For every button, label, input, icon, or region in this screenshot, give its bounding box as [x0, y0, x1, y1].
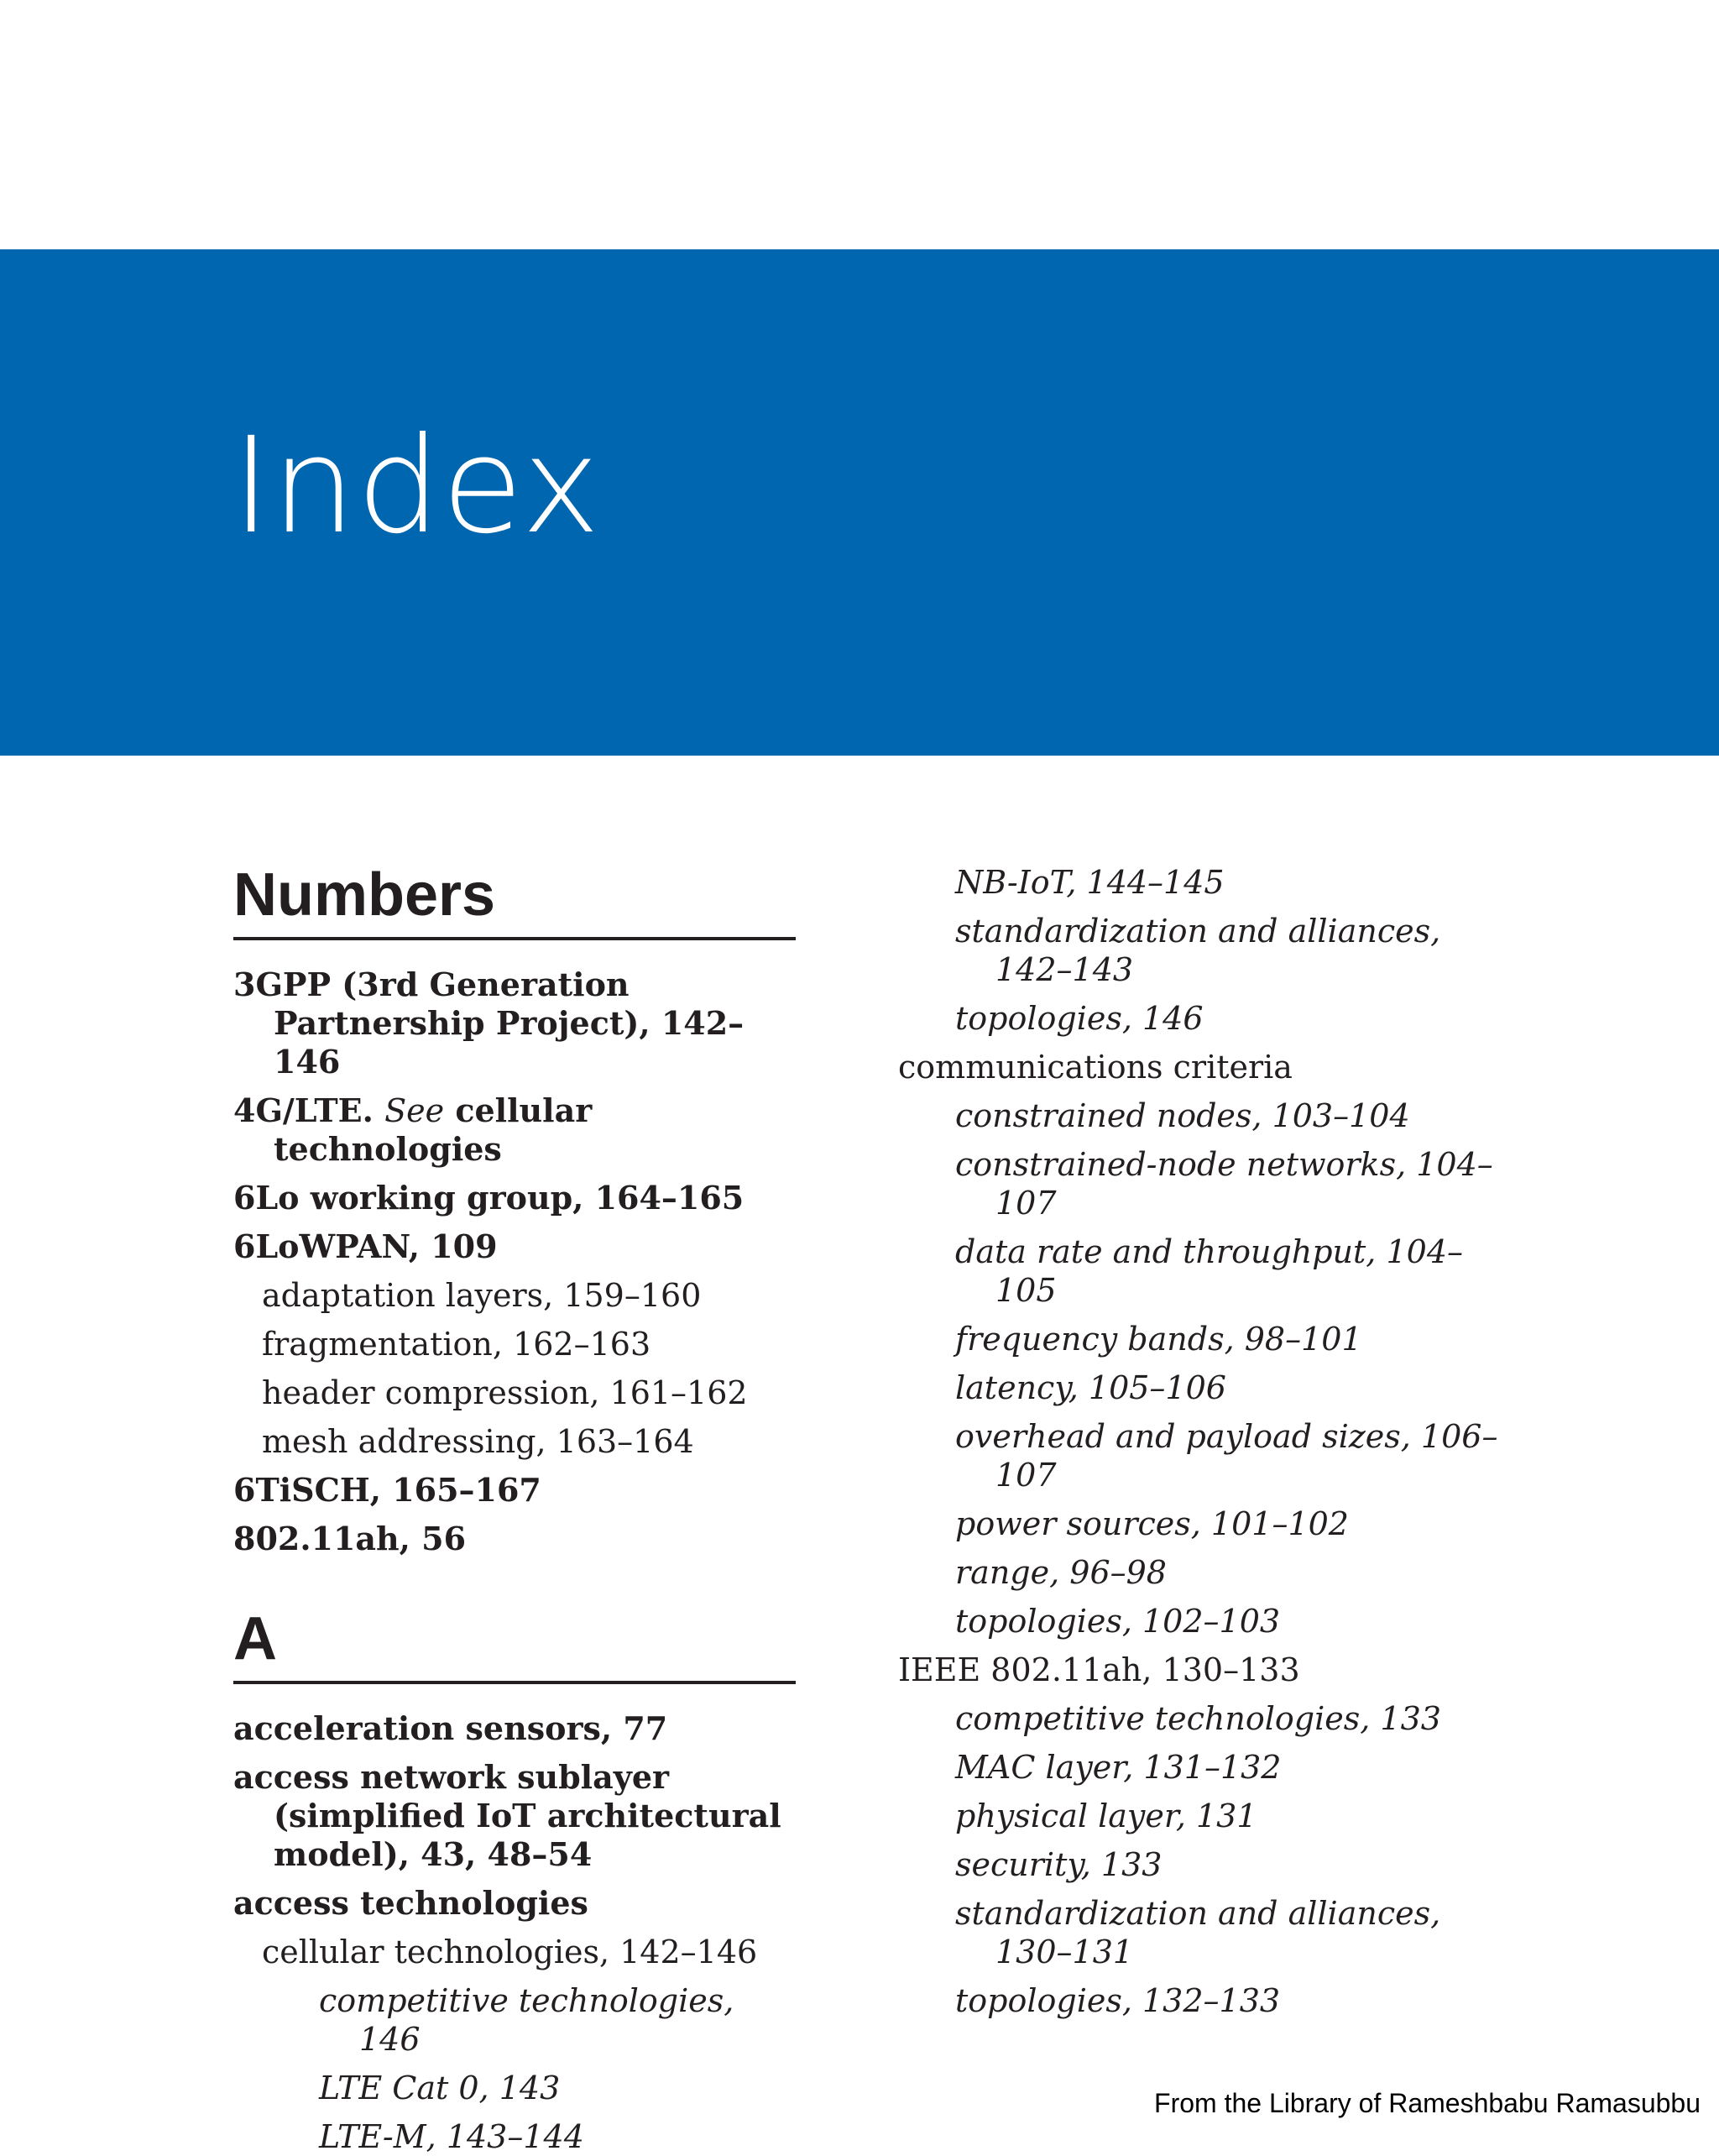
section-heading-a: A	[233, 1609, 796, 1684]
index-subsubentry: latency, 105–106	[955, 1369, 1226, 1406]
index-subsubentry: topologies, 102–103	[955, 1603, 1281, 1640]
index-list-continued	[898, 863, 1502, 2020]
index-subsubentry: overhead and payload sizes, 106–107	[955, 1418, 1498, 1494]
index-entry: acceleration sensors, 77	[233, 1709, 668, 1747]
index-list-a	[233, 1709, 796, 2156]
index-entry: 6LoWPAN, 109	[233, 1227, 498, 1265]
index-subsubentry: competitive technologies, 146	[319, 1982, 734, 2058]
index-subsubentry: LTE Cat 0, 143	[319, 2070, 561, 2106]
index-subsubentry: constrained nodes, 103–104	[955, 1097, 1410, 1134]
index-left-column	[233, 848, 796, 2156]
index-entry	[233, 1091, 796, 1169]
library-footer: From the Library of Rameshbabu Ramasubbu	[1154, 2088, 1701, 2118]
index-subsubentry: power sources, 101–102	[955, 1505, 1349, 1542]
index-subentry: mesh addressing, 163–164	[262, 1423, 694, 1460]
section-heading-numbers: Numbers	[233, 865, 796, 940]
index-subentry: IEEE 802.11ah, 130–133	[898, 1651, 1300, 1688]
index-entry: 6Lo working group, 164–165	[233, 1179, 745, 1217]
index-entry: 6TiSCH, 165–167	[233, 1471, 541, 1509]
index-list-numbers	[233, 965, 796, 1558]
see-target: cellular technologies	[274, 1091, 593, 1168]
index-subentry: fragmentation, 162–163	[262, 1326, 651, 1363]
index-subsubentry: physical layer, 131	[955, 1798, 1257, 1834]
index-subentry: header compression, 161–162	[262, 1374, 748, 1411]
index-subsubentry: security, 133	[955, 1846, 1163, 1883]
index-subsubentry: data rate and throughput, 104–105	[955, 1233, 1463, 1309]
index-entry: 802.11ah, 56	[233, 1520, 467, 1557]
index-entry: access technologies	[233, 1884, 588, 1922]
see-reference: See	[384, 1092, 445, 1129]
index-subentry: cellular technologies, 142–146	[262, 1934, 758, 1970]
index-subsubentry: topologies, 132–133	[955, 1982, 1281, 2019]
index-subsubentry: standardization and alliances, 130–131	[955, 1895, 1441, 1970]
index-entry: access network sublayer (simplified IoT architectural model), 43, 48–54	[233, 1758, 781, 1873]
index-subsubentry: topologies, 146	[955, 1000, 1204, 1037]
entry-term: 4G/LTE.	[233, 1091, 385, 1129]
index-subsubentry: NB-IoT, 144–145	[955, 864, 1225, 901]
index-subsubentry: standardization and alliances, 142–143	[955, 913, 1441, 988]
index-subentry: communications criteria	[898, 1049, 1293, 1086]
index-subsubentry: constrained-node networks, 104–107	[955, 1146, 1493, 1222]
index-subentry: adaptation layers, 159–160	[262, 1277, 702, 1314]
page-title: Index	[232, 409, 601, 563]
index-entry: 3GPP (3rd Generation Partnership Project), 142–146	[233, 965, 745, 1081]
index-subsubentry: frequency bands, 98–101	[955, 1321, 1362, 1358]
index-subsubentry: competitive technologies, 133	[955, 1700, 1441, 1737]
index-subsubentry: LTE-M, 143–144	[319, 2118, 584, 2155]
index-subsubentry: range, 96–98	[955, 1554, 1167, 1591]
index-subsubentry: MAC layer, 131–132	[955, 1749, 1282, 1786]
index-right-column	[898, 863, 1502, 2020]
